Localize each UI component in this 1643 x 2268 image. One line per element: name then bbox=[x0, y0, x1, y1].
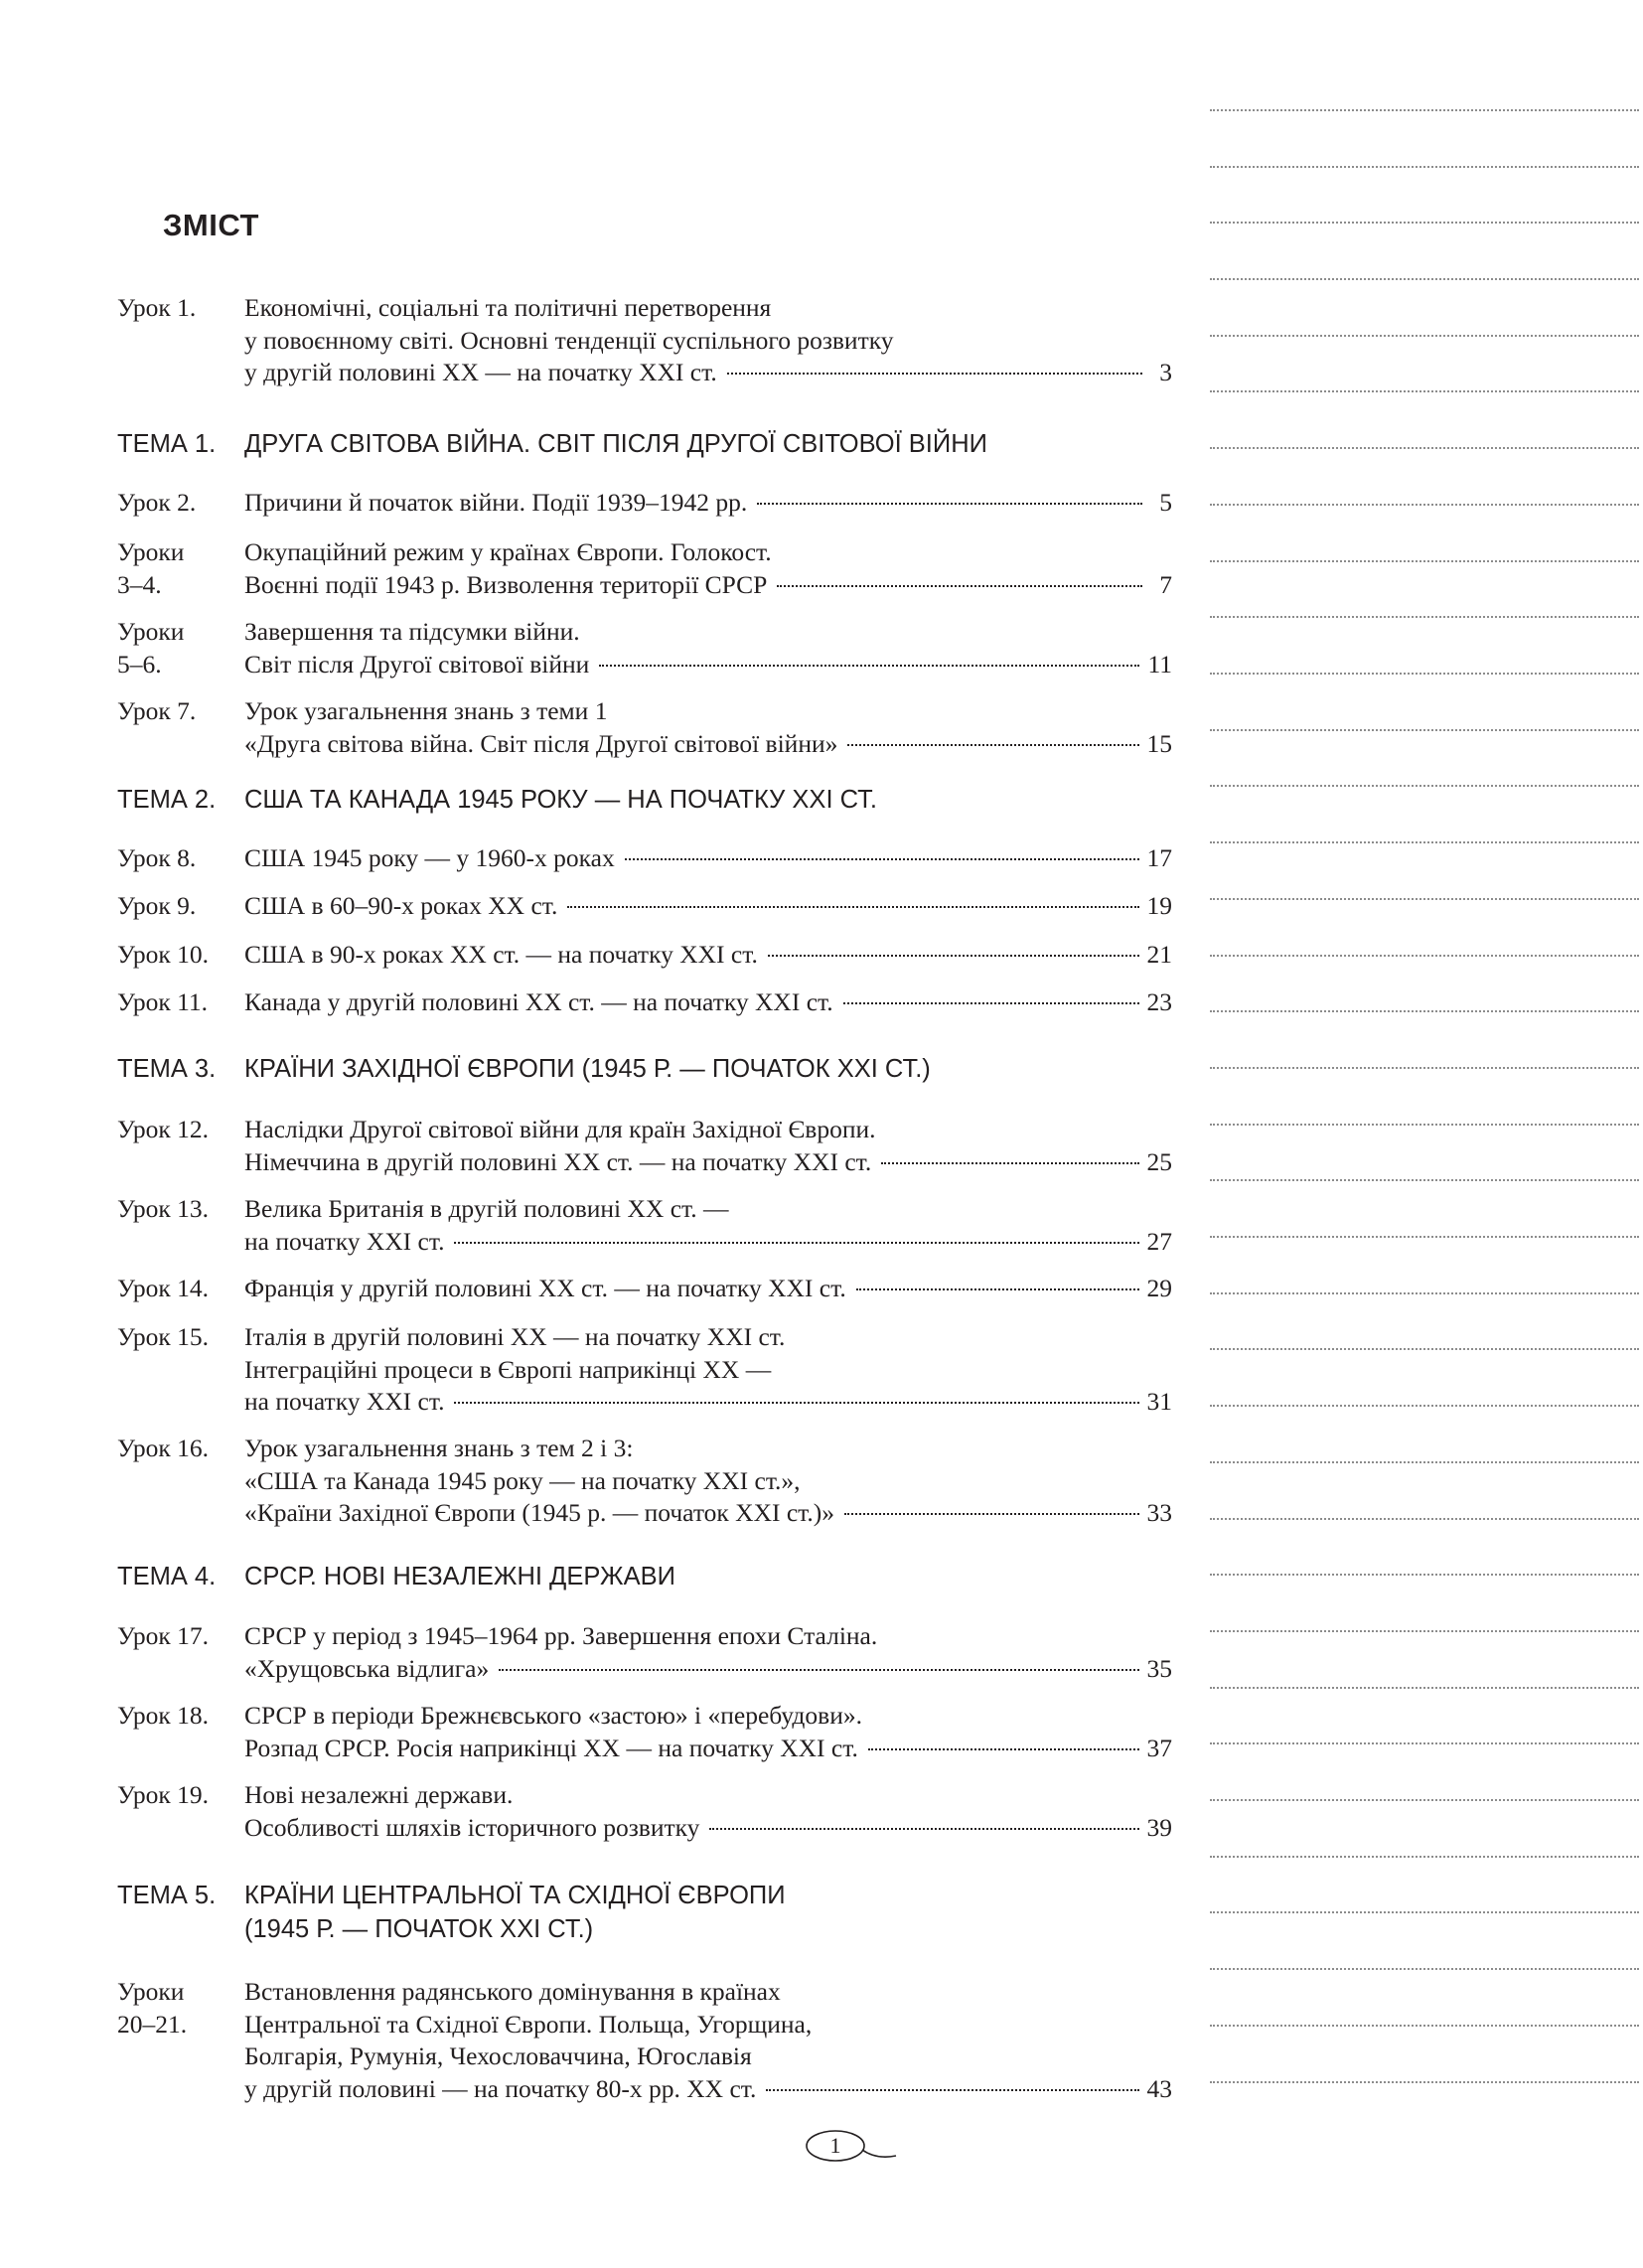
lesson-title bbox=[244, 1273, 1172, 1305]
lesson-title-line: Урок узагальнення знань з теми 1 bbox=[244, 696, 608, 725]
toc-page-number: 23 bbox=[1146, 987, 1172, 1016]
lesson-label-line: Урок 11. bbox=[117, 987, 209, 1016]
margin-dotted-line bbox=[1210, 729, 1639, 731]
dot-leader bbox=[766, 2089, 1138, 2091]
lesson-title bbox=[244, 536, 1172, 601]
lesson-label-line: 5–6. bbox=[117, 649, 162, 679]
margin-dotted-line bbox=[1210, 560, 1639, 562]
theme-title bbox=[244, 783, 1172, 817]
lesson-title bbox=[244, 1779, 1172, 1844]
lesson-title bbox=[244, 890, 1172, 923]
lesson-title-line: Воєнні події 1943 р. Визволення території СРСР bbox=[244, 569, 768, 599]
theme-title bbox=[244, 1879, 1172, 1946]
lesson-title-line: «Хрущовська відлига» bbox=[244, 1653, 490, 1683]
lesson-title bbox=[244, 487, 1172, 520]
lesson-label-line: Уроки bbox=[117, 1977, 185, 2006]
lesson-title-last-line bbox=[244, 1733, 1172, 1765]
lesson-label bbox=[117, 1620, 244, 1653]
lesson-title-last-line bbox=[244, 1653, 1172, 1686]
margin-dotted-line bbox=[1210, 1574, 1639, 1576]
margin-dotted-line bbox=[1210, 504, 1639, 506]
lesson-title-line: СРСР в періоди Брежнєвського «застою» і «перебудови». bbox=[244, 1701, 862, 1730]
theme-label: ТЕМА 1. bbox=[117, 430, 217, 458]
page-number: 1 bbox=[829, 2133, 841, 2158]
lesson-title-line: «Друга світова війна. Світ після Другої світової війни» bbox=[244, 728, 838, 758]
lesson-label bbox=[117, 1273, 244, 1305]
dot-leader bbox=[727, 373, 1142, 375]
lesson-label-line: Урок 14. bbox=[117, 1274, 209, 1302]
margin-dotted-line bbox=[1210, 1742, 1639, 1744]
lesson-title-line: Окупаційний режим у країнах Європи. Голокост. bbox=[244, 537, 772, 566]
dot-leader bbox=[567, 906, 1138, 908]
lesson-label-line: Урок 13. bbox=[117, 1194, 209, 1223]
lesson-title-last-line bbox=[244, 1146, 1172, 1179]
lesson-title-last-line bbox=[244, 569, 1172, 602]
margin-dotted-line bbox=[1210, 1010, 1639, 1012]
margin-dotted-line bbox=[1210, 1911, 1639, 1913]
lesson-label bbox=[117, 1193, 244, 1226]
lesson-title bbox=[244, 1976, 1172, 2105]
dot-leader bbox=[757, 503, 1142, 505]
margin-dotted-line bbox=[1210, 447, 1639, 449]
lesson-title-line: Франція у другій половині XX ст. — на початку XXI ст. bbox=[244, 1274, 846, 1302]
lesson-label-line: Урок 15. bbox=[117, 1322, 209, 1351]
lesson-label-line: Урок 1. bbox=[117, 293, 197, 322]
lesson-label bbox=[117, 1433, 244, 1465]
toc-page-number: 19 bbox=[1146, 891, 1172, 920]
margin-dotted-line bbox=[1210, 1687, 1639, 1689]
lesson-title-line: на початку XXI ст. bbox=[244, 1226, 445, 1256]
lesson-label-line: 20–21. bbox=[117, 2009, 188, 2039]
theme-title-line: КРАЇНИ ЦЕНТРАЛЬНОЇ ТА СХІДНОЇ ЄВРОПИ bbox=[244, 1882, 786, 1909]
lesson-title-last-line bbox=[244, 890, 1172, 923]
margin-dotted-line bbox=[1210, 390, 1639, 392]
lesson-label bbox=[117, 939, 244, 972]
margin-dotted-line bbox=[1210, 222, 1639, 224]
lesson-label bbox=[117, 1779, 244, 1812]
lesson-label-line: Урок 2. bbox=[117, 488, 197, 517]
theme-title-line: СРСР. НОВІ НЕЗАЛЕЖНІ ДЕРЖАВИ bbox=[244, 1563, 675, 1590]
theme-title bbox=[244, 427, 1172, 461]
margin-dotted-line bbox=[1210, 1236, 1639, 1238]
toc-page-number: 31 bbox=[1146, 1387, 1172, 1416]
lesson-title-line: СРСР у період з 1945–1964 рр. Завершення епохи Сталіна. bbox=[244, 1621, 878, 1650]
lesson-title-last-line bbox=[244, 842, 1172, 875]
dot-leader bbox=[768, 955, 1139, 957]
lesson-title bbox=[244, 1193, 1172, 1258]
theme-title-line: ДРУГА СВІТОВА ВІЙНА. СВІТ ПІСЛЯ ДРУГОЇ СВІТОВОЇ ВІЙНИ bbox=[244, 430, 987, 458]
page-title: ЗМІСТ bbox=[163, 208, 259, 242]
lesson-label-line: 3–4. bbox=[117, 569, 162, 599]
lesson-label-line: Урок 19. bbox=[117, 1780, 209, 1809]
lesson-title bbox=[244, 986, 1172, 1019]
margin-dotted-line bbox=[1210, 166, 1639, 168]
lesson-title-line: Італія в другій половині XX — на початку XXI ст. bbox=[244, 1322, 786, 1351]
margin-dotted-line bbox=[1210, 2081, 1639, 2083]
margin-dotted-line bbox=[1210, 1405, 1639, 1407]
toc-page-number: 15 bbox=[1146, 728, 1172, 758]
lesson-title-line: на початку XXI ст. bbox=[244, 1387, 445, 1416]
lesson-label-line: Урок 10. bbox=[117, 940, 209, 969]
lesson-title-line: Встановлення радянського домінування в країнах bbox=[244, 1977, 781, 2006]
lesson-title-line: Інтеграційні процеси в Європі наприкінці XX — bbox=[244, 1354, 772, 1384]
lesson-title-line: США 1945 року — у 1960-х роках bbox=[244, 843, 615, 872]
lesson-title-last-line bbox=[244, 1497, 1172, 1530]
lesson-label bbox=[117, 616, 244, 680]
lesson-label bbox=[117, 1700, 244, 1733]
lesson-title-last-line bbox=[244, 487, 1172, 520]
lesson-title-last-line bbox=[244, 357, 1172, 389]
lesson-title bbox=[244, 695, 1172, 760]
lesson-title bbox=[244, 616, 1172, 680]
lesson-title-last-line bbox=[244, 1812, 1172, 1845]
lesson-label-line: Урок 16. bbox=[117, 1434, 209, 1462]
margin-dotted-line bbox=[1210, 1856, 1639, 1858]
margin-dotted-line bbox=[1210, 616, 1639, 618]
theme-label: ТЕМА 3. bbox=[117, 1055, 217, 1083]
lesson-title-line: у повоєнному світі. Основні тенденції суспільного розвитку bbox=[244, 325, 894, 355]
lesson-title-line: Болгарія, Румунія, Чехословаччина, Югославія bbox=[244, 2041, 752, 2070]
toc-page-number: 35 bbox=[1146, 1653, 1172, 1683]
toc-page-number: 25 bbox=[1146, 1146, 1172, 1176]
theme-title-line: КРАЇНИ ЗАХІДНОЇ ЄВРОПИ (1945 Р. — ПОЧАТОК XXI СТ.) bbox=[244, 1055, 931, 1083]
dot-leader bbox=[844, 1513, 1138, 1515]
lesson-title-line: Велика Британія в другій половині XX ст. — bbox=[244, 1194, 729, 1223]
lesson-title-line: Канада у другій половині XX ст. — на початку XXI ст. bbox=[244, 987, 833, 1016]
theme-label: ТЕМА 2. bbox=[117, 786, 217, 814]
lesson-title-last-line bbox=[244, 649, 1172, 681]
dot-leader bbox=[454, 1242, 1138, 1244]
lesson-title-line: США в 90-х роках XX ст. — на початку XXI ст. bbox=[244, 940, 758, 969]
lesson-title-line: Наслідки Другої світової війни для країн Західної Європи. bbox=[244, 1115, 876, 1143]
margin-dotted-line bbox=[1210, 1461, 1639, 1463]
lesson-title bbox=[244, 1114, 1172, 1178]
lesson-title-line: Завершення та підсумки війни. bbox=[244, 617, 580, 646]
lesson-label bbox=[117, 890, 244, 923]
lesson-label bbox=[117, 1114, 244, 1146]
lesson-label-line: Урок 8. bbox=[117, 843, 197, 872]
dot-leader bbox=[499, 1669, 1138, 1671]
lesson-title-line: Центральної та Східної Європи. Польща, Угорщина, bbox=[244, 2009, 813, 2039]
lesson-title-line: Економічні, соціальні та політичні перетворення bbox=[244, 293, 772, 322]
margin-dotted-line bbox=[1210, 1292, 1639, 1294]
lesson-label-line: Урок 12. bbox=[117, 1115, 209, 1143]
margin-dotted-line bbox=[1210, 1968, 1639, 1970]
theme-label: ТЕМА 5. bbox=[117, 1882, 217, 1909]
lesson-title-last-line bbox=[244, 728, 1172, 761]
lesson-label bbox=[117, 695, 244, 728]
lesson-label bbox=[117, 292, 244, 325]
margin-dotted-line bbox=[1210, 1179, 1639, 1181]
lesson-title-line: у другій половині — на початку 80-х рр. XX ст. bbox=[244, 2073, 757, 2103]
lesson-title-line: «США та Канада 1945 року — на початку XXI ст.», bbox=[244, 1465, 801, 1495]
dot-leader bbox=[868, 1748, 1139, 1750]
lesson-label-line: Уроки bbox=[117, 617, 185, 646]
lesson-title-line: США в 60–90-х роках XX ст. bbox=[244, 891, 558, 920]
lesson-title-line: Причини й початок війни. Події 1939–1942 рр. bbox=[244, 488, 748, 517]
lesson-title-line: у другій половині XX — на початку XXI ст. bbox=[244, 358, 717, 386]
toc-page-number: 27 bbox=[1146, 1226, 1172, 1256]
lesson-title-line: Урок узагальнення знань з тем 2 і 3: bbox=[244, 1434, 634, 1462]
lesson-title-last-line bbox=[244, 1273, 1172, 1305]
notes-margin-lines bbox=[1210, 0, 1641, 2268]
toc-page-number: 21 bbox=[1146, 940, 1172, 969]
lesson-label bbox=[117, 1321, 244, 1354]
dot-leader bbox=[599, 665, 1139, 667]
dot-leader bbox=[881, 1162, 1138, 1164]
lesson-label bbox=[117, 1976, 244, 2041]
margin-dotted-line bbox=[1210, 785, 1639, 787]
toc-page-number: 5 bbox=[1159, 488, 1172, 517]
lesson-label-line: Урок 18. bbox=[117, 1701, 209, 1730]
margin-dotted-line bbox=[1210, 1348, 1639, 1350]
lesson-title-last-line bbox=[244, 986, 1172, 1019]
lesson-title bbox=[244, 842, 1172, 875]
toc-page-number: 3 bbox=[1159, 358, 1172, 386]
lesson-label bbox=[117, 986, 244, 1019]
toc-page-number: 11 bbox=[1147, 649, 1172, 679]
margin-dotted-line bbox=[1210, 841, 1639, 843]
lesson-title-last-line bbox=[244, 939, 1172, 972]
dot-leader bbox=[777, 585, 1142, 587]
lesson-title bbox=[244, 939, 1172, 972]
theme-title-line: США ТА КАНАДА 1945 РОКУ — НА ПОЧАТКУ XXI СТ. bbox=[244, 786, 878, 814]
lesson-title-line: Особливості шляхів історичного розвитку bbox=[244, 1812, 700, 1842]
dot-leader bbox=[454, 1402, 1138, 1404]
toc-page-number: 7 bbox=[1159, 569, 1172, 599]
dot-leader bbox=[856, 1288, 1139, 1290]
toc-page-number: 29 bbox=[1146, 1274, 1172, 1302]
lesson-label bbox=[117, 842, 244, 875]
margin-dotted-line bbox=[1210, 1124, 1639, 1126]
margin-dotted-line bbox=[1210, 1799, 1639, 1801]
margin-dotted-line bbox=[1210, 278, 1639, 280]
lesson-title bbox=[244, 292, 1172, 389]
theme-title-line: (1945 Р. — ПОЧАТОК XXI СТ.) bbox=[244, 1915, 594, 1943]
lesson-title bbox=[244, 1433, 1172, 1530]
lesson-title-line: Німеччина в другій половині XX ст. — на початку XXI ст. bbox=[244, 1146, 872, 1176]
lesson-title-last-line bbox=[244, 1226, 1172, 1259]
lesson-label-line: Урок 17. bbox=[117, 1621, 209, 1650]
theme-title bbox=[244, 1560, 1172, 1593]
margin-dotted-line bbox=[1210, 335, 1639, 337]
page-number-badge bbox=[805, 2126, 904, 2166]
margin-dotted-line bbox=[1210, 1630, 1639, 1632]
margin-dotted-line bbox=[1210, 898, 1639, 900]
margin-dotted-line bbox=[1210, 955, 1639, 957]
lesson-label-line: Урок 9. bbox=[117, 891, 197, 920]
margin-dotted-line bbox=[1210, 673, 1639, 675]
margin-dotted-line bbox=[1210, 2025, 1639, 2027]
toc-page-number: 43 bbox=[1146, 2073, 1172, 2103]
toc-page-number: 17 bbox=[1146, 843, 1172, 872]
dot-leader bbox=[847, 744, 1138, 746]
theme-label: ТЕМА 4. bbox=[117, 1563, 217, 1590]
lesson-title bbox=[244, 1620, 1172, 1685]
dot-leader bbox=[843, 1002, 1139, 1004]
lesson-title-last-line bbox=[244, 2073, 1172, 2106]
dot-leader bbox=[709, 1828, 1138, 1830]
lesson-label-line: Урок 7. bbox=[117, 696, 197, 725]
lesson-title-line: «Країни Західної Європи (1945 р. — початок XXI ст.)» bbox=[244, 1498, 835, 1527]
toc-page-number: 37 bbox=[1146, 1733, 1172, 1762]
margin-dotted-line bbox=[1210, 1067, 1639, 1069]
margin-dotted-line bbox=[1210, 109, 1639, 111]
margin-dotted-line bbox=[1210, 1518, 1639, 1520]
lesson-label bbox=[117, 487, 244, 520]
lesson-title-line: Розпад СРСР. Росія наприкінці XX — на початку XXI ст. bbox=[244, 1733, 858, 1762]
lesson-label bbox=[117, 536, 244, 601]
lesson-title-line: Нові незалежні держави. bbox=[244, 1780, 514, 1809]
lesson-title-last-line bbox=[244, 1386, 1172, 1419]
toc-page-number: 39 bbox=[1146, 1812, 1172, 1842]
lesson-label-line: Уроки bbox=[117, 537, 185, 566]
theme-title bbox=[244, 1052, 1172, 1086]
toc-page-number: 33 bbox=[1146, 1498, 1172, 1527]
lesson-title-line: Світ після Другої світової війни bbox=[244, 649, 590, 679]
lesson-title bbox=[244, 1700, 1172, 1764]
lesson-title bbox=[244, 1321, 1172, 1419]
dot-leader bbox=[625, 858, 1139, 860]
